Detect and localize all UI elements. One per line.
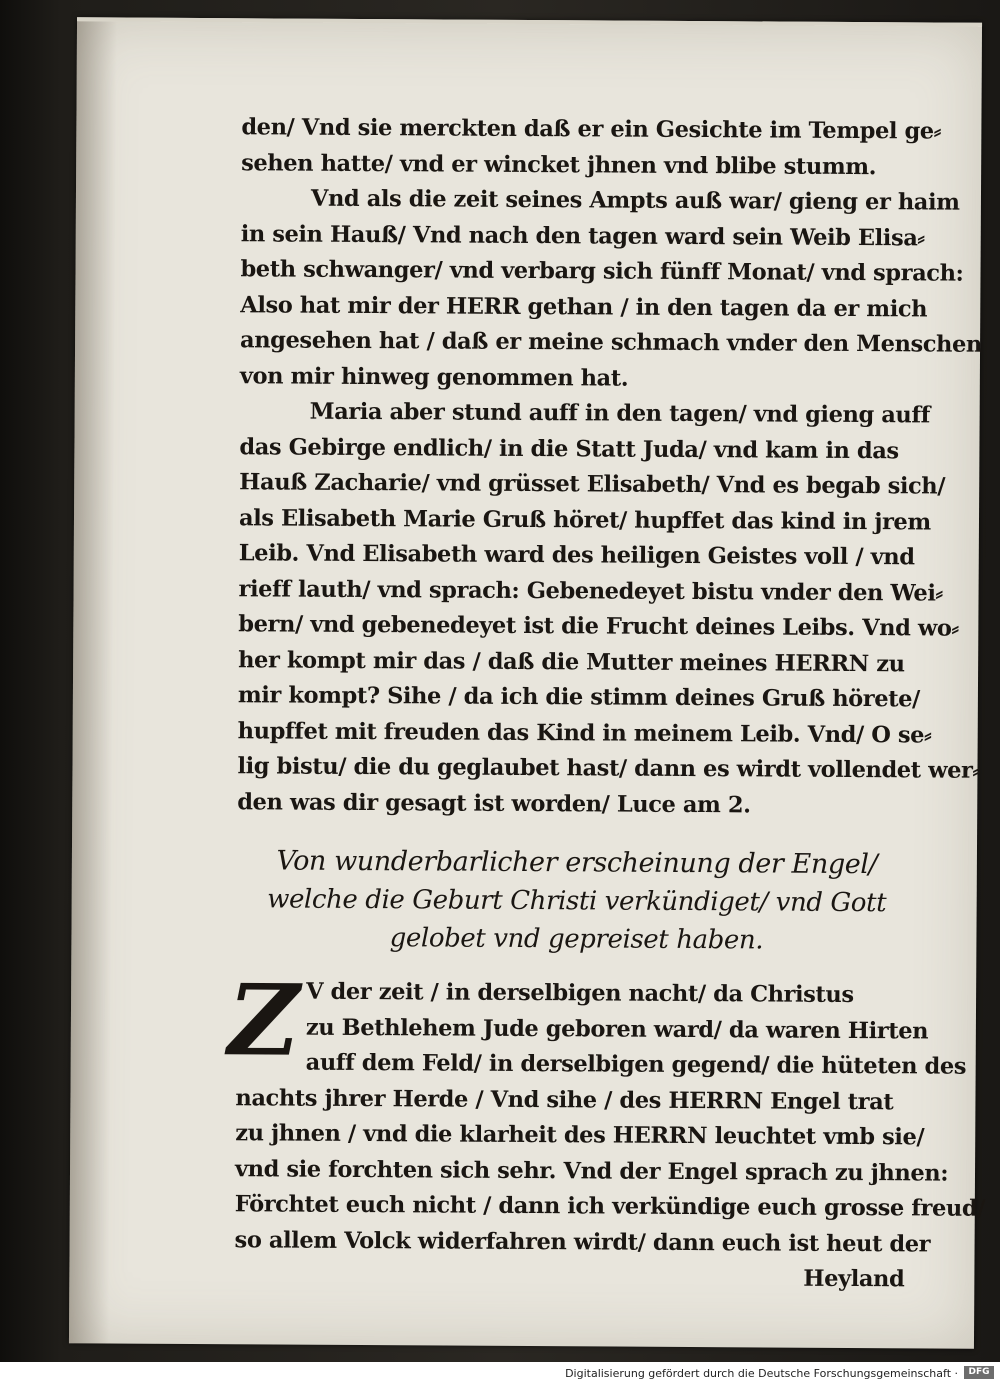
book-page — [69, 17, 986, 1349]
heading-line: welche die Geburt Christi verkündiget/ vnd Gott — [267, 884, 887, 919]
text-line: nachts jhrer Herde / Vnd sihe / des HERRN Engel trat — [235, 1084, 894, 1115]
paragraph-2 — [239, 181, 983, 398]
heading-line: Von wunderbarlicher erscheinung der Engel/ — [276, 845, 878, 881]
text-line: sehen hatte/ vnd er wincket jhnen vnd blibe stumm. — [241, 149, 877, 180]
text-line: Vnd als die zeit seines Ampts auß war/ gieng er haim — [310, 185, 960, 216]
text-line: den was dir gesagt ist worden/ Luce am 2. — [237, 788, 751, 818]
text-line: beth schwanger/ vnd verbarg sich fünff Monat/ vnd sprach: — [240, 256, 964, 287]
text-line: das Gebirge endlich/ in die Statt Juda/ vnd kam in das — [239, 433, 899, 464]
drop-capital: Z — [227, 963, 300, 1079]
text-line: zu jhnen / vnd die klarheit des HERRN leuchtet vmb sie/ — [235, 1120, 925, 1151]
catchword: Heyland — [803, 1265, 905, 1293]
text-line: vnd sie forchten sich sehr. Vnd der Engel sprach zu jhnen: — [234, 1155, 949, 1187]
text-line: V der zeit / in derselbigen nacht/ da Christus — [306, 978, 854, 1009]
text-line: Also hat mir der HERR gethan / in den tagen da er mich — [240, 291, 928, 322]
section-heading — [236, 842, 917, 960]
paragraph-4 — [227, 963, 986, 1298]
text-line: als Elisabeth Marie Gruß höret/ hupffet das kind in jrem — [238, 504, 931, 535]
paragraph-3 — [237, 394, 980, 824]
dropcap-block — [227, 963, 967, 1085]
footer-credit: Digitalisierung gefördert durch die Deutsche Forschungsgemeinschaft · — [565, 1367, 958, 1380]
heading-line: gelobet vnd gepreiset haben. — [389, 923, 764, 956]
text-line: zu Bethlehem Jude geboren ward/ da waren Hirten — [305, 1014, 929, 1044]
text-line: Maria aber stund auff in den tagen/ vnd gieng auff — [309, 398, 931, 429]
page-text — [227, 110, 986, 1298]
text-line: so allem Volck widerfahren wirdt/ dann euch ist heut der — [234, 1226, 931, 1257]
dfg-logo: DFG — [964, 1366, 994, 1379]
text-line: angesehen hat / daß er meine schmach vnder den Menschen — [240, 327, 983, 358]
text-line: in sein Hauß/ Vnd nach den tagen ward sein Weib Elisa⸗ — [240, 220, 925, 251]
paragraph-1 — [241, 110, 941, 185]
text-line: Leib. Vnd Elisabeth ward des heiligen Geistes voll / vnd — [238, 540, 915, 571]
text-line: den/ Vnd sie merckten daß er ein Gesichte im Tempel ge⸗ — [241, 114, 941, 145]
text-line: rieff lauth/ vnd sprach: Gebenedeyet bistu vnder den Wei⸗ — [238, 575, 943, 607]
page-gutter-shadow — [69, 21, 117, 1343]
text-line: her kompt mir das / daß die Mutter meines HERRN zu — [238, 646, 905, 677]
text-line: lig bistu/ die du geglaubet hast/ dann es wirdt vollendet wer⸗ — [237, 753, 980, 784]
text-line: Förchtet euch nicht / dann ich verkündige euch grosse freud/ — [234, 1191, 986, 1222]
text-line: bern/ vnd gebenedeyet ist die Frucht deines Leibs. Vnd wo⸗ — [238, 611, 959, 642]
text-line: mir kompt? Sihe / da ich die stimm deines Gruß hörete/ — [237, 682, 920, 713]
text-line: von mir hinweg genommen hat. — [239, 362, 629, 392]
digitization-footer — [0, 1362, 1000, 1384]
text-line: Hauß Zacharie/ vnd grüsset Elisabeth/ Vnd es begab sich/ — [239, 469, 946, 500]
text-line: auff dem Feld/ in derselbigen gegend/ die hüteten des — [305, 1049, 967, 1080]
text-line: hupffet mit freuden das Kind in meinem Leib. Vnd/ O se⸗ — [237, 717, 932, 748]
